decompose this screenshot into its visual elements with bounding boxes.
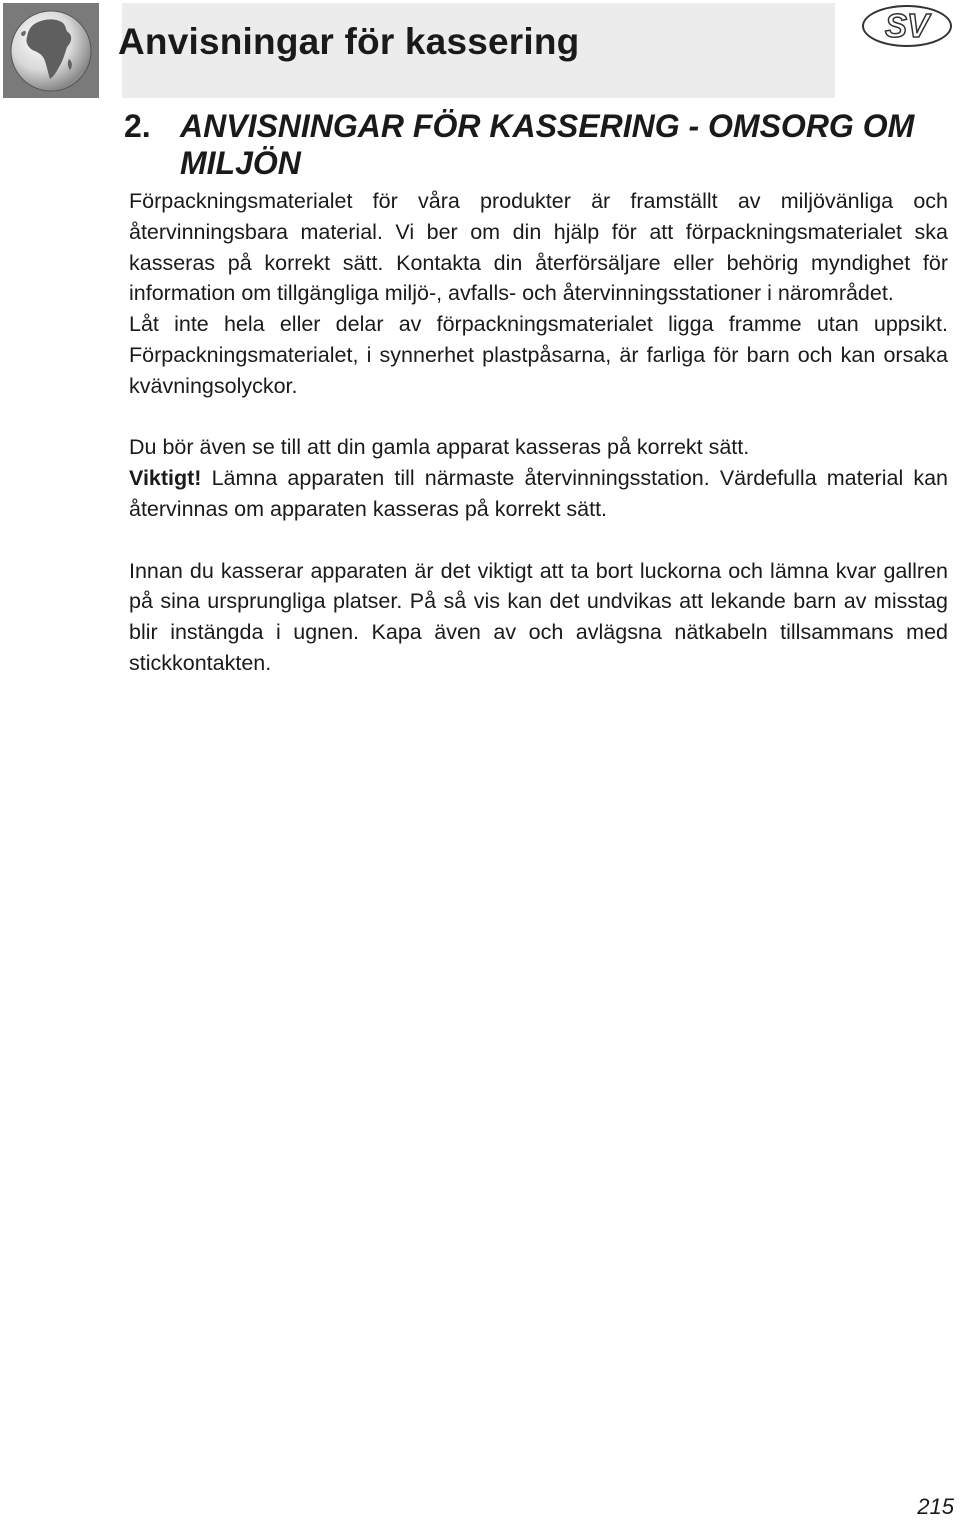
section-number: 2. xyxy=(124,108,151,144)
paragraph-packaging: Förpackningsmaterialet för våra produkter är framställt av miljövänliga och återvinningsbara material. Vi ber om din hjälp för att förpackningsmaterialet ska kasseras på korrekt sätt. Kontakta din återförsäljare eller behörig myndighet för information om tillgängliga miljö-, avfalls- och återvinningsstationer i närområdet. xyxy=(129,189,948,306)
important-text: Lämna apparaten till närmaste återvinningsstation. Värdefulla material kan återvinnas om apparaten kasseras på korrekt sätt. xyxy=(129,466,948,521)
language-badge: SV xyxy=(862,5,952,47)
globe-logo xyxy=(3,3,99,98)
paragraph-old-appliance: Du bör även se till att din gamla apparat kasseras på korrekt sätt. xyxy=(129,435,750,460)
section-heading xyxy=(124,108,954,182)
body-text xyxy=(129,186,948,679)
important-label: Viktigt! xyxy=(129,466,202,491)
section-title: ANVISNINGAR FÖR KASSERING - OMSORG OM MILJÖN xyxy=(180,108,915,181)
paragraph-disposal: Innan du kasserar apparaten är det viktigt att ta bort luckorna och lämna kvar gallren på sina ursprungliga platser. På så vis kan det undvikas att lekande barn av misstag blir instängda i ugnen. Kapa även av och avlägsna nätkabeln tillsammans med stickkontakten. xyxy=(129,558,948,675)
page-title: Anvisningar för kassering xyxy=(118,21,580,62)
paragraph-warning: Låt inte hela eller delar av förpackningsmaterialet ligga framme utan uppsikt. Förpackningsmaterialet, i synnerhet plastpåsarna, är farliga för barn och kan orsaka kvävningsolyckor. xyxy=(129,312,948,398)
paragraph-important xyxy=(129,463,948,525)
page-number: 215 xyxy=(917,1494,954,1519)
globe-icon xyxy=(3,3,99,98)
